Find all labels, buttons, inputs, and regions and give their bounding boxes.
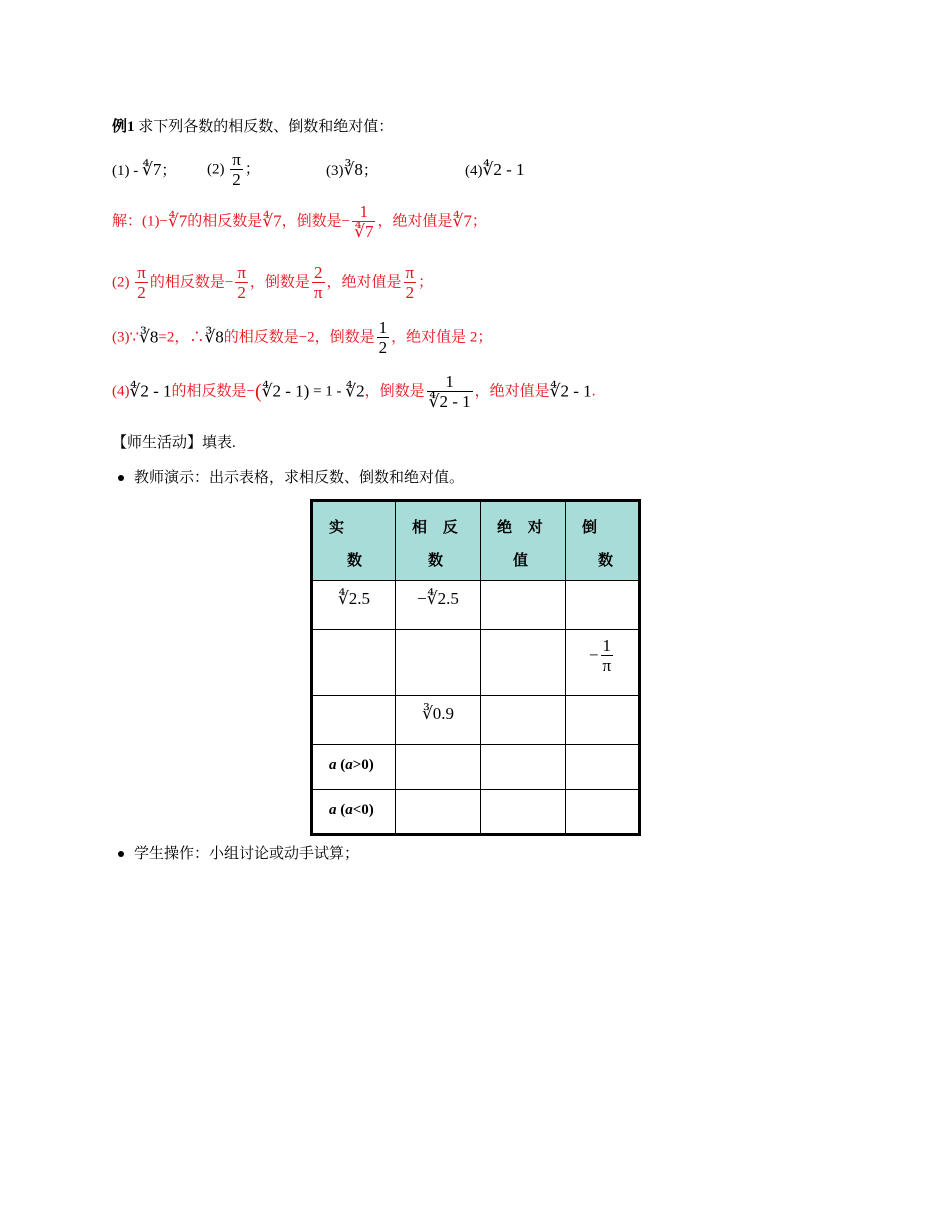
item-2-suffix: ；	[244, 161, 260, 178]
cell-value: ∜2.5	[337, 589, 371, 608]
table-cell	[312, 790, 396, 835]
item-1-prefix: (1) -	[112, 163, 142, 179]
table-cell[interactable]	[481, 790, 566, 835]
s3-b: ∛8	[139, 327, 159, 347]
label-part: (	[336, 757, 346, 773]
s1-b: ∜7	[167, 211, 188, 231]
item-3-suffix: ；	[362, 163, 378, 179]
s2-fraction-3	[312, 263, 325, 302]
s3-fraction	[377, 318, 390, 357]
label-part: a	[345, 757, 353, 773]
cell-label	[313, 745, 395, 774]
s2-num-4: π	[405, 263, 415, 282]
header-text: 绝 对	[497, 520, 549, 536]
s4-a: (4)	[112, 383, 130, 400]
s4-j: ，倒数是	[364, 383, 425, 400]
s1-f: ，绝对值是	[377, 213, 453, 230]
cell-value: −∜2.5	[417, 589, 459, 608]
header-reciprocal	[566, 501, 640, 581]
header-cell	[313, 502, 395, 578]
s2-den-3: π	[313, 283, 323, 302]
s4-n: .	[591, 383, 596, 400]
item-4-suffix: - 1	[501, 160, 525, 179]
table-cell[interactable]	[566, 790, 640, 835]
cell-value: ∛0.9	[421, 704, 455, 723]
header-real-number	[312, 501, 396, 581]
example-heading	[112, 117, 393, 137]
s3-f: ，绝对值是 2；	[391, 329, 493, 346]
s1-denominator: ∜7	[354, 222, 374, 241]
item-2-fraction	[230, 150, 243, 189]
header-absolute	[481, 501, 566, 581]
item-2-prefix: (2)	[207, 161, 229, 178]
header-cell	[396, 502, 480, 578]
table-cell[interactable]	[566, 696, 640, 745]
s2-den-2: 2	[237, 283, 246, 302]
item-2-denominator: 2	[232, 170, 241, 189]
label-part: a	[329, 802, 337, 818]
student-operation: 学生操作：小组讨论或动手试算；	[134, 846, 360, 862]
cell-fraction	[601, 636, 614, 675]
table-cell	[396, 581, 481, 630]
s4-d: 的相反数是−	[171, 383, 255, 400]
fill-table	[310, 499, 641, 836]
s3-numerator: 1	[378, 318, 388, 337]
table-cell[interactable]	[566, 581, 640, 630]
label-part: a	[329, 757, 337, 773]
item-1-root: ∜7	[142, 160, 162, 179]
table-cell	[396, 696, 481, 745]
s4-numerator: 1	[445, 372, 454, 391]
s1-a: 解：(1)−	[112, 213, 168, 230]
teacher-demo: 教师演示：出示表格，求相反数、倒数和绝对值。	[134, 470, 465, 486]
header-text: 数	[428, 553, 450, 569]
table-cell[interactable]	[481, 745, 566, 790]
example-number: 1	[127, 119, 135, 135]
header-cell	[481, 502, 565, 578]
table-cell[interactable]	[396, 790, 481, 835]
item-3-root: ∛8	[343, 160, 363, 179]
item-4	[465, 160, 525, 181]
s3-a: (3)∵	[112, 329, 140, 346]
s4-l: ∜2	[549, 381, 570, 401]
table-cell[interactable]	[396, 745, 481, 790]
solution-4	[112, 372, 595, 411]
s2-num-2: π	[237, 263, 246, 282]
s1-d: ∜7	[262, 211, 282, 231]
s3-c: =2，∴	[158, 329, 205, 346]
s4-b: ∜2	[129, 381, 149, 401]
s4-denominator: ∜2 - 1	[428, 392, 471, 411]
table-header-row	[312, 501, 640, 581]
solution-1	[112, 202, 487, 241]
header-opposite	[396, 501, 481, 581]
s2-den-4: 2	[405, 283, 415, 302]
table-row	[312, 790, 640, 835]
table-row	[312, 696, 640, 745]
item-4-root: ∜2	[482, 160, 502, 179]
bullet-icon	[118, 851, 124, 857]
header-text: 数	[347, 553, 369, 569]
cell-denominator: π	[602, 656, 612, 675]
s4-fraction	[427, 372, 473, 411]
s1-g: ∜7	[452, 211, 472, 231]
table-cell[interactable]	[312, 696, 396, 745]
s4-h: = 1 -	[309, 383, 346, 400]
table-cell	[312, 581, 396, 630]
s4-i: ∜2	[345, 381, 365, 401]
table-cell[interactable]	[396, 630, 481, 696]
table-cell[interactable]	[566, 745, 640, 790]
label-part: (	[336, 802, 346, 818]
table-cell[interactable]	[481, 630, 566, 696]
solution-2	[112, 263, 433, 302]
header-text: 数	[598, 553, 620, 569]
item-3-prefix: (3)	[326, 163, 344, 179]
s1-e: ，倒数是−	[281, 213, 351, 230]
item-2	[207, 150, 260, 189]
label-part: <0)	[352, 802, 374, 818]
item-1-suffix: ；	[161, 163, 177, 179]
s4-c: - 1	[148, 381, 172, 401]
s3-denominator: 2	[378, 338, 388, 357]
s2-d: ，绝对值是	[326, 274, 402, 291]
example-label: 例	[112, 119, 128, 135]
s1-h: ；	[471, 213, 487, 230]
minus-sign: −	[588, 645, 599, 665]
s3-d: ∛8	[204, 327, 224, 347]
header-text: 倒	[582, 520, 604, 536]
s4-m: - 1	[569, 381, 592, 401]
table-cell[interactable]	[481, 696, 566, 745]
table-row	[312, 581, 640, 630]
s2-num-1: π	[137, 263, 146, 282]
s1-c: 的相反数是	[187, 213, 263, 230]
s2-b: 的相反数是−	[149, 274, 234, 291]
header-text: 实	[329, 520, 351, 536]
table-cell	[566, 630, 640, 696]
activity-title: 【师生活动】填表.	[112, 435, 236, 451]
table-cell[interactable]	[312, 630, 396, 696]
cell-numerator: 1	[602, 636, 612, 655]
s2-fraction-4	[404, 263, 417, 302]
item-3	[326, 160, 378, 181]
table-cell	[312, 745, 396, 790]
item-1	[112, 160, 176, 181]
label-part: a	[345, 802, 353, 818]
s4-f: ∜2	[261, 381, 281, 401]
s2-num-3: 2	[313, 263, 323, 282]
item-4-prefix: (4)	[465, 163, 483, 179]
s4-e: (	[254, 380, 262, 403]
cell-label	[313, 790, 395, 819]
s4-g: - 1)	[281, 381, 310, 401]
table-row	[312, 745, 640, 790]
s2-fraction-1	[135, 263, 148, 302]
s2-a: (2)	[112, 274, 134, 291]
s2-den-1: 2	[137, 283, 146, 302]
header-cell	[566, 502, 638, 578]
s1-numerator: 1	[359, 202, 369, 221]
s2-e: ；	[418, 274, 434, 291]
item-2-numerator: π	[232, 150, 241, 169]
label-part: >0)	[352, 757, 374, 773]
cell-value	[566, 630, 638, 675]
header-text: 相 反	[412, 520, 464, 536]
bullet-icon	[118, 475, 124, 481]
table-row	[312, 630, 640, 696]
s2-c: ，倒数是	[249, 274, 310, 291]
header-text: 值	[513, 553, 535, 569]
s1-fraction	[352, 202, 375, 241]
example-prompt: 求下列各数的相反数、倒数和绝对值：	[138, 119, 394, 135]
table-cell[interactable]	[481, 581, 566, 630]
s3-e: 的相反数是−2，倒数是	[223, 329, 375, 346]
s2-fraction-2	[235, 263, 248, 302]
s4-k: ，绝对值是	[474, 383, 550, 400]
solution-3	[112, 318, 492, 357]
